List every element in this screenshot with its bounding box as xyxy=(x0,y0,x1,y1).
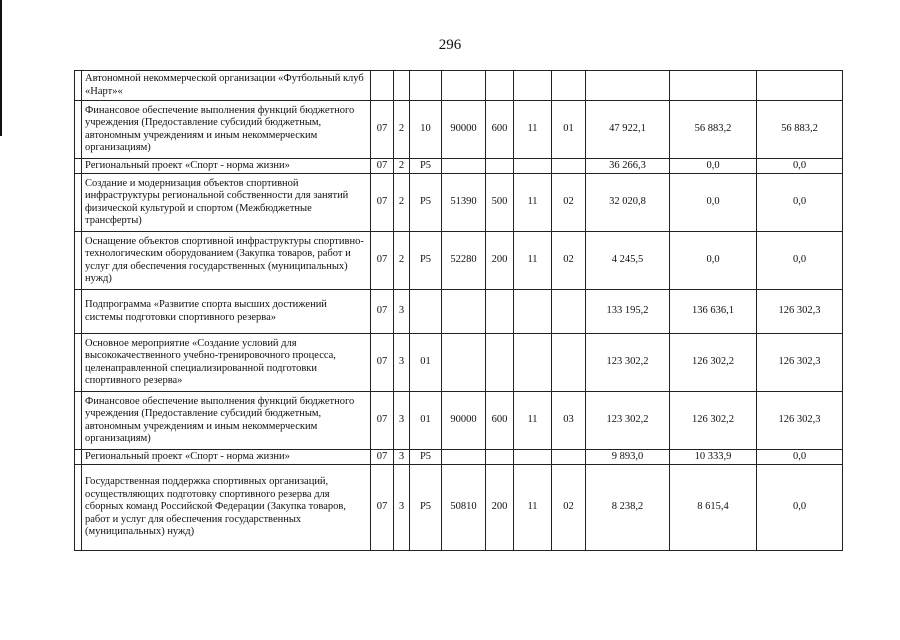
table-row xyxy=(75,334,843,392)
amount-year-1-cell: 123 302,2 xyxy=(586,392,670,450)
subsection-code-cell: 3 xyxy=(394,450,410,465)
program-code-cell: 10 xyxy=(410,101,442,159)
program-code-cell: P5 xyxy=(410,174,442,232)
row-margin-cell xyxy=(75,159,82,174)
amount-year-1-cell xyxy=(586,71,670,101)
row-margin-cell xyxy=(75,232,82,290)
amount-year-3-cell: 0,0 xyxy=(757,450,843,465)
table-row xyxy=(75,290,843,334)
subsection-code-cell: 3 xyxy=(394,465,410,551)
program-code-cell: 01 xyxy=(410,392,442,450)
amount-year-3-cell: 0,0 xyxy=(757,465,843,551)
section-code-cell: 07 xyxy=(371,334,394,392)
table-row xyxy=(75,392,843,450)
row-margin-cell xyxy=(75,71,82,101)
expense-type-cell xyxy=(486,159,514,174)
section-code-cell: 07 xyxy=(371,101,394,159)
subprogram-cell: 02 xyxy=(552,232,586,290)
subprogram-cell xyxy=(552,290,586,334)
section-code-cell: 07 xyxy=(371,450,394,465)
amount-year-2-cell: 0,0 xyxy=(670,174,757,232)
gov-program-cell: 11 xyxy=(514,232,552,290)
expense-type-cell: 200 xyxy=(486,232,514,290)
table-row xyxy=(75,159,843,174)
section-code-cell: 07 xyxy=(371,159,394,174)
amount-year-1-cell: 47 922,1 xyxy=(586,101,670,159)
row-margin-cell xyxy=(75,101,82,159)
subsection-code-cell: 3 xyxy=(394,392,410,450)
subsection-code-cell: 2 xyxy=(394,101,410,159)
row-margin-cell xyxy=(75,290,82,334)
amount-year-3-cell xyxy=(757,71,843,101)
program-code-cell xyxy=(410,71,442,101)
amount-year-2-cell: 126 302,2 xyxy=(670,392,757,450)
amount-year-1-cell: 8 238,2 xyxy=(586,465,670,551)
row-name-cell: Оснащение объектов спортивной инфраструктуры спортивно-технологическим оборудованием (Закупка товаров, работ и услуг для обеспечения государственных (муниципальных) нужд) xyxy=(82,232,371,290)
table-row xyxy=(75,450,843,465)
gov-program-cell: 11 xyxy=(514,392,552,450)
expense-type-cell xyxy=(486,334,514,392)
amount-year-2-cell: 8 615,4 xyxy=(670,465,757,551)
row-name-cell: Создание и модернизация объектов спортивной инфраструктуры региональной собственности для занятий физической культурой и спортом (Межбюджетные трансферты) xyxy=(82,174,371,232)
expense-type-cell: 600 xyxy=(486,101,514,159)
amount-year-2-cell: 136 636,1 xyxy=(670,290,757,334)
subsection-code-cell: 2 xyxy=(394,159,410,174)
section-code-cell: 07 xyxy=(371,392,394,450)
section-code-cell: 07 xyxy=(371,232,394,290)
amount-year-2-cell: 126 302,2 xyxy=(670,334,757,392)
amount-year-3-cell: 126 302,3 xyxy=(757,334,843,392)
program-code-cell: 01 xyxy=(410,334,442,392)
expense-type-cell xyxy=(486,450,514,465)
expense-code-cell xyxy=(442,159,486,174)
section-code-cell: 07 xyxy=(371,290,394,334)
row-margin-cell xyxy=(75,334,82,392)
amount-year-2-cell xyxy=(670,71,757,101)
program-code-cell: P5 xyxy=(410,232,442,290)
amount-year-1-cell: 36 266,3 xyxy=(586,159,670,174)
gov-program-cell xyxy=(514,334,552,392)
expense-type-cell: 500 xyxy=(486,174,514,232)
table-row xyxy=(75,101,843,159)
program-code-cell: P5 xyxy=(410,159,442,174)
subsection-code-cell: 2 xyxy=(394,174,410,232)
amount-year-1-cell: 4 245,5 xyxy=(586,232,670,290)
expense-code-cell: 51390 xyxy=(442,174,486,232)
amount-year-2-cell: 0,0 xyxy=(670,159,757,174)
table-row xyxy=(75,232,843,290)
expense-code-cell: 52280 xyxy=(442,232,486,290)
row-name-cell: Автономной некоммерческой организации «Футбольный клуб «Нарт»« xyxy=(82,71,371,101)
row-margin-cell xyxy=(75,450,82,465)
gov-program-cell xyxy=(514,290,552,334)
row-name-cell: Финансовое обеспечение выполнения функций бюджетного учреждения (Предоставление субсидий бюджетным, автономным учреждениям и иным некоммерческим организациям) xyxy=(82,392,371,450)
expense-code-cell xyxy=(442,450,486,465)
expense-code-cell xyxy=(442,334,486,392)
expense-type-cell xyxy=(486,290,514,334)
subprogram-cell: 03 xyxy=(552,392,586,450)
amount-year-2-cell: 10 333,9 xyxy=(670,450,757,465)
subprogram-cell: 02 xyxy=(552,465,586,551)
page-number: 296 xyxy=(438,37,462,53)
section-code-cell: 07 xyxy=(371,174,394,232)
row-margin-cell xyxy=(75,174,82,232)
amount-year-3-cell: 0,0 xyxy=(757,159,843,174)
gov-program-cell: 11 xyxy=(514,174,552,232)
amount-year-2-cell: 0,0 xyxy=(670,232,757,290)
table-row xyxy=(75,174,843,232)
expense-code-cell: 90000 xyxy=(442,101,486,159)
gov-program-cell xyxy=(514,71,552,101)
subprogram-cell: 01 xyxy=(552,101,586,159)
row-name-cell: Финансовое обеспечение выполнения функций бюджетного учреждения (Предоставление субсидий бюджетным, автономным учреждениям и иным некоммерческим организациям) xyxy=(82,101,371,159)
budget-table xyxy=(74,70,843,551)
amount-year-3-cell: 56 883,2 xyxy=(757,101,843,159)
gov-program-cell: 11 xyxy=(514,465,552,551)
amount-year-3-cell: 126 302,3 xyxy=(757,392,843,450)
row-name-cell: Региональный проект «Спорт - норма жизни» xyxy=(82,159,371,174)
subsection-code-cell xyxy=(394,71,410,101)
expense-code-cell: 50810 xyxy=(442,465,486,551)
expense-type-cell: 600 xyxy=(486,392,514,450)
row-name-cell: Основное мероприятие «Создание условий для высококачественного учебно-тренировочного процесса, целенаправленной специализированной подготовки спортивного резерва» xyxy=(82,334,371,392)
subsection-code-cell: 3 xyxy=(394,290,410,334)
amount-year-1-cell: 32 020,8 xyxy=(586,174,670,232)
amount-year-3-cell: 0,0 xyxy=(757,174,843,232)
table-row xyxy=(75,465,843,551)
amount-year-1-cell: 9 893,0 xyxy=(586,450,670,465)
gov-program-cell xyxy=(514,450,552,465)
section-code-cell: 07 xyxy=(371,465,394,551)
gov-program-cell xyxy=(514,159,552,174)
expense-type-cell: 200 xyxy=(486,465,514,551)
table-body xyxy=(75,71,843,551)
subsection-code-cell: 3 xyxy=(394,334,410,392)
amount-year-3-cell: 126 302,3 xyxy=(757,290,843,334)
row-margin-cell xyxy=(75,465,82,551)
row-margin-cell xyxy=(75,392,82,450)
expense-code-cell xyxy=(442,71,486,101)
subprogram-cell xyxy=(552,334,586,392)
row-name-cell: Региональный проект «Спорт - норма жизни» xyxy=(82,450,371,465)
program-code-cell: P5 xyxy=(410,450,442,465)
amount-year-1-cell: 133 195,2 xyxy=(586,290,670,334)
subprogram-cell xyxy=(552,159,586,174)
gov-program-cell: 11 xyxy=(514,101,552,159)
section-code-cell xyxy=(371,71,394,101)
table-row xyxy=(75,71,843,101)
row-name-cell: Подпрограмма «Развитие спорта высших достижений системы подготовки спортивного резерва» xyxy=(82,290,371,334)
amount-year-3-cell: 0,0 xyxy=(757,232,843,290)
subprogram-cell xyxy=(552,450,586,465)
expense-code-cell: 90000 xyxy=(442,392,486,450)
program-code-cell xyxy=(410,290,442,334)
amount-year-2-cell: 56 883,2 xyxy=(670,101,757,159)
subprogram-cell xyxy=(552,71,586,101)
subsection-code-cell: 2 xyxy=(394,232,410,290)
expense-code-cell xyxy=(442,290,486,334)
program-code-cell: P5 xyxy=(410,465,442,551)
left-margin-rule xyxy=(0,0,2,136)
row-name-cell: Государственная поддержка спортивных организаций, осуществляющих подготовку спортивного резерва для сборных команд Российской Федерации (Закупка товаров, работ и услуг для обеспечения государственных (муниципальных) нужд) xyxy=(82,465,371,551)
expense-type-cell xyxy=(486,71,514,101)
amount-year-1-cell: 123 302,2 xyxy=(586,334,670,392)
subprogram-cell: 02 xyxy=(552,174,586,232)
